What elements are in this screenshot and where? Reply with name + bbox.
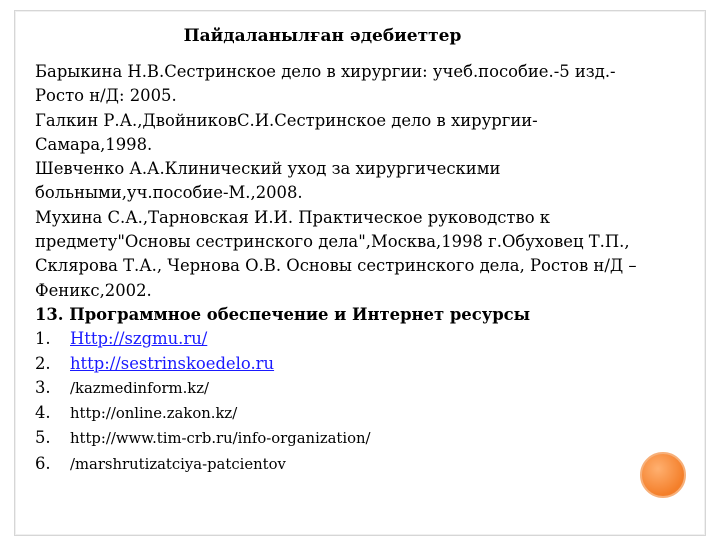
resource-text: http://www.tim-crb.ru/info-organization/ [70,430,371,448]
resource-item [35,452,703,477]
reference-line: Самара,1998. [35,134,153,154]
reference-line: Галкин Р.А.,ДвойниковС.И.Сестринское дело в хирургии- [35,110,538,130]
reference-line: Барыкина Н.В.Сестринское дело в хирургии: учеб.пособие.-5 изд.- [35,62,616,81]
reference-line: Склярова Т.А., Чернова О.В. Основы сестринского дела, Ростов н/Д – [35,256,637,276]
reference-line: больными,уч.пособие-М.,2008. [35,183,303,203]
resource-text: /marshrutizatciya-patcientov [70,455,286,473]
resource-link[interactable]: Http://szgmu.ru/ [70,329,208,349]
resource-item [35,376,703,401]
resource-number: 4. [35,403,51,423]
resource-text: http://online.zakon.kz/ [70,405,238,423]
resource-item [35,352,703,376]
reference-list [35,60,703,477]
resource-link[interactable]: http://sestrinskoedelo.ru [70,353,275,373]
section-heading: 13. Программное обеспечение и Интернет ресурсы [35,304,531,324]
resource-item [35,327,703,351]
resource-item [35,426,703,451]
resource-number: 3. [35,377,51,397]
resource-number: 6. [35,453,51,473]
reference-line: Мухина С.А.,Тарновская И.И. Практическое руководство к [35,207,551,227]
resource-number: 1. [35,329,51,349]
resource-text: /kazmedinform.kz/ [70,379,210,397]
resource-number: 2. [35,353,51,373]
resource-item [35,401,703,426]
decorative-circle [640,452,686,498]
slide-title: Пайдаланылған әдебиеттер [183,26,462,46]
reference-line: Росто н/Д: 2005. [35,86,177,106]
reference-line: Шевченко А.А.Клинический уход за хирургическими [35,159,501,179]
resource-number: 5. [35,428,51,448]
reference-line: предмету"Основы сестринского дела",Москва,1998 г.Обуховец Т.П., [35,232,630,252]
reference-line: Феникс,2002. [35,280,152,300]
